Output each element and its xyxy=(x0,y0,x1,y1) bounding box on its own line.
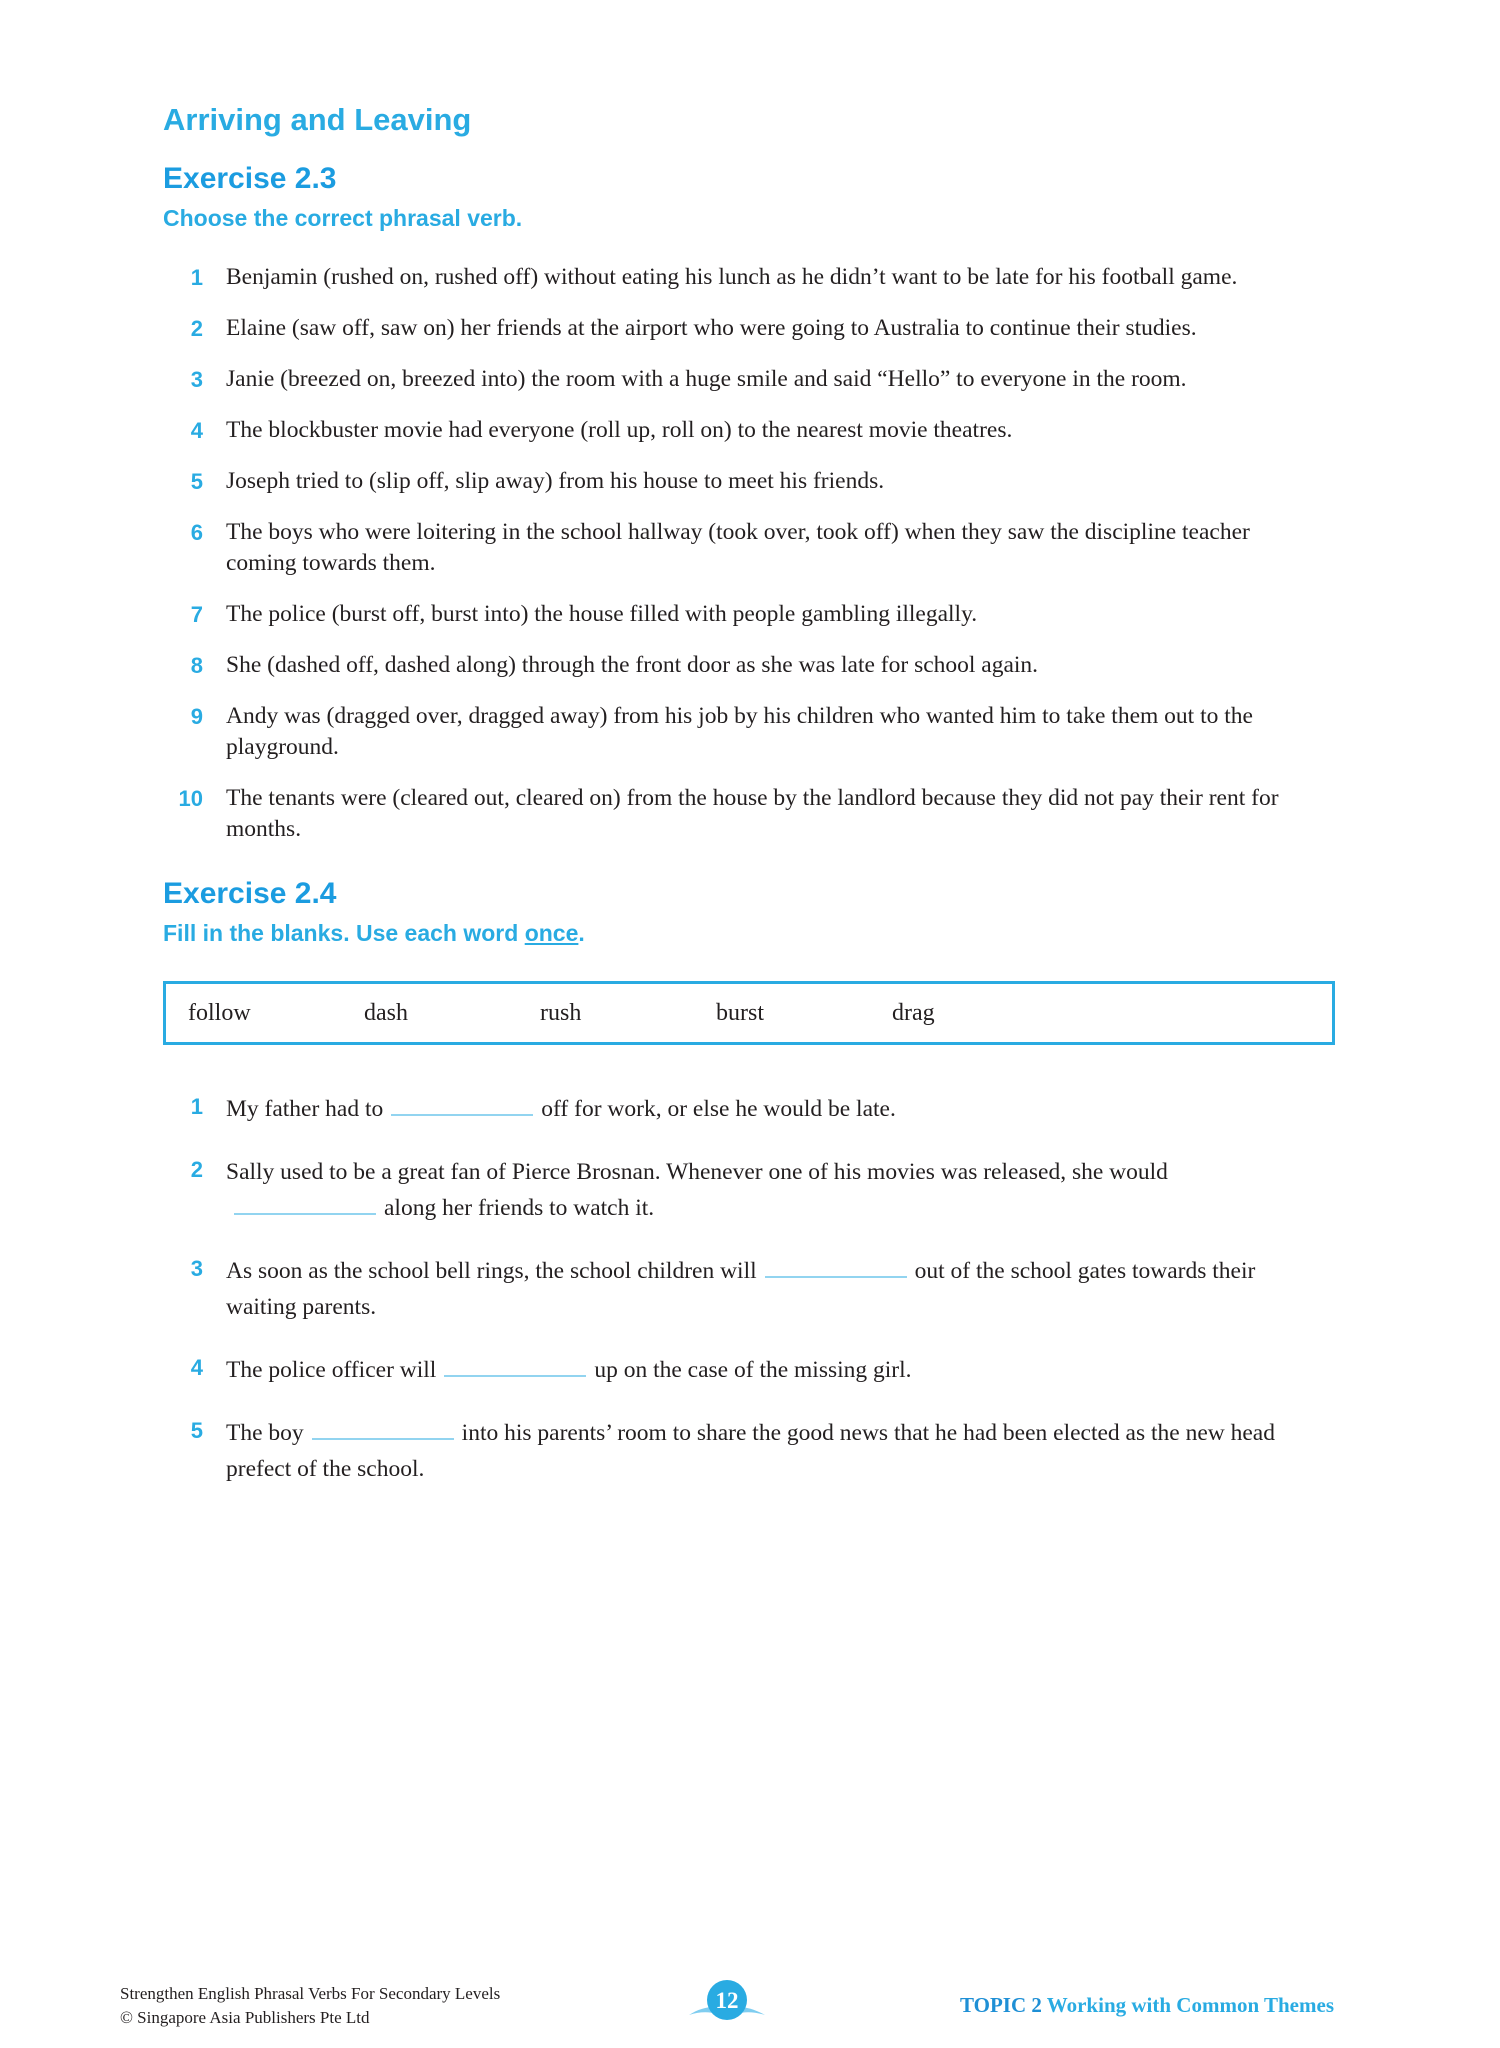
question-row xyxy=(163,313,1335,344)
instruction-emphasized-word: once xyxy=(524,920,579,946)
question-number: 2 xyxy=(190,316,203,341)
exercise-2-3-list xyxy=(163,262,1335,845)
question-text: Janie (breezed on, breezed into) the room with a huge smile and said “Hello” to everyone in the room. xyxy=(226,366,1187,392)
question-row xyxy=(163,415,1335,446)
question-text-after: out of the school gates towards their waiting parents. xyxy=(226,1258,1256,1320)
question-row xyxy=(163,1091,1335,1127)
question-body xyxy=(226,1091,896,1127)
question-text-before: As soon as the school bell rings, the school children will xyxy=(226,1258,757,1284)
question-text: The police (burst off, burst into) the house filled with people gambling illegally. xyxy=(226,601,978,627)
question-number: 3 xyxy=(190,367,203,392)
question-row xyxy=(163,364,1335,395)
footer-publisher-info xyxy=(120,1982,667,2030)
question-number: 2 xyxy=(190,1157,203,1182)
page-number: 12 xyxy=(715,1988,739,2013)
question-body xyxy=(226,1253,1316,1325)
question-number: 3 xyxy=(190,1256,203,1281)
word-bank-item: rush xyxy=(540,999,582,1026)
question-number: 8 xyxy=(190,653,203,678)
instruction-prefix: Fill in the blanks. Use each word xyxy=(163,920,525,946)
question-number: 6 xyxy=(190,520,203,545)
question-text: Joseph tried to (slip off, slip away) from his house to meet his friends. xyxy=(226,468,885,494)
exercise-2-3-heading: Exercise 2.3 xyxy=(163,162,337,195)
question-row xyxy=(163,599,1335,630)
page-title: Arriving and Leaving xyxy=(163,102,472,137)
word-bank-item: dash xyxy=(364,999,408,1026)
question-text: Benjamin (rushed on, rushed off) without eating his lunch as he didn’t want to be late for his football game. xyxy=(226,264,1238,290)
question-row xyxy=(163,1415,1335,1487)
question-text: She (dashed off, dashed along) through the front door as she was late for school again. xyxy=(226,652,1039,678)
exercise-2-3-instruction: Choose the correct phrasal verb. xyxy=(163,205,523,231)
word-bank xyxy=(163,981,1335,1045)
question-number: 4 xyxy=(190,418,203,443)
question-text-before: The police officer will xyxy=(226,1357,437,1383)
question-text-before: The boy xyxy=(226,1420,304,1446)
question-number: 7 xyxy=(190,602,203,627)
question-body xyxy=(226,1352,912,1388)
word-bank-item: follow xyxy=(188,999,251,1026)
question-row xyxy=(163,1352,1335,1388)
question-row xyxy=(163,701,1335,763)
open-book-icon xyxy=(683,1977,771,2029)
question-text-after: along her friends to watch it. xyxy=(384,1195,655,1221)
question-body xyxy=(226,1415,1316,1487)
footer-topic xyxy=(787,1993,1334,2018)
page-footer xyxy=(120,1977,1334,2034)
question-body xyxy=(226,1154,1316,1226)
question-row xyxy=(163,1253,1335,1325)
question-row xyxy=(163,466,1335,497)
exercise-2-4-list xyxy=(163,1091,1335,1487)
exercise-2-4-section xyxy=(163,877,1335,1487)
topic-label: TOPIC 2 xyxy=(960,1993,1042,2017)
question-number: 1 xyxy=(190,265,203,290)
question-row xyxy=(163,1154,1335,1226)
word-bank-item: burst xyxy=(716,999,764,1026)
footer-copyright: © Singapore Asia Publishers Pte Ltd xyxy=(120,2007,370,2027)
page-number-badge-wrap xyxy=(683,1977,771,2034)
question-text: The boys who were loitering in the school hallway (took over, took off) when they saw the discipline teacher coming towards them. xyxy=(226,519,1250,576)
question-number: 10 xyxy=(178,786,203,811)
question-number: 5 xyxy=(190,469,203,494)
question-row xyxy=(163,783,1335,845)
question-text: Andy was (dragged over, dragged away) from his job by his children who wanted him to take them out to the playground. xyxy=(226,703,1253,760)
fill-blank-line xyxy=(312,1438,454,1440)
question-text-after: into his parents’ room to share the good news that he had been elected as the new head prefect of the school. xyxy=(226,1420,1275,1482)
fill-blank-line xyxy=(234,1213,376,1215)
question-row xyxy=(163,517,1335,579)
fill-blank-line xyxy=(391,1114,533,1116)
word-bank-item: drag xyxy=(892,999,935,1026)
question-row xyxy=(163,262,1335,293)
question-number: 5 xyxy=(190,1418,203,1443)
exercise-2-3-section xyxy=(163,162,1335,845)
topic-title: Working with Common Themes xyxy=(1046,1993,1334,2017)
question-row xyxy=(163,650,1335,681)
exercise-2-4-instruction xyxy=(163,920,1335,947)
question-text-after: up on the case of the missing girl. xyxy=(594,1357,912,1383)
question-text: Elaine (saw off, saw on) her friends at the airport who were going to Australia to continue their studies. xyxy=(226,315,1197,341)
question-number: 1 xyxy=(190,1094,203,1119)
page-content xyxy=(163,102,1335,1514)
question-text-before: My father had to xyxy=(226,1096,384,1122)
question-text: The tenants were (cleared out, cleared on) from the house by the landlord because they did not pay their rent for months. xyxy=(226,785,1279,842)
question-text-before: Sally used to be a great fan of Pierce Brosnan. Whenever one of his movies was released, she would xyxy=(226,1159,1168,1185)
footer-series-title: Strengthen English Phrasal Verbs For Secondary Levels xyxy=(120,1983,501,2003)
fill-blank-line xyxy=(765,1276,907,1278)
question-number: 9 xyxy=(190,704,203,729)
question-text-after: off for work, or else he would be late. xyxy=(541,1096,896,1122)
question-number: 4 xyxy=(190,1355,203,1380)
exercise-2-4-heading: Exercise 2.4 xyxy=(163,877,337,910)
instruction-suffix: . xyxy=(578,920,585,946)
question-text: The blockbuster movie had everyone (roll up, roll on) to the nearest movie theatres. xyxy=(226,417,1013,443)
fill-blank-line xyxy=(444,1375,586,1377)
